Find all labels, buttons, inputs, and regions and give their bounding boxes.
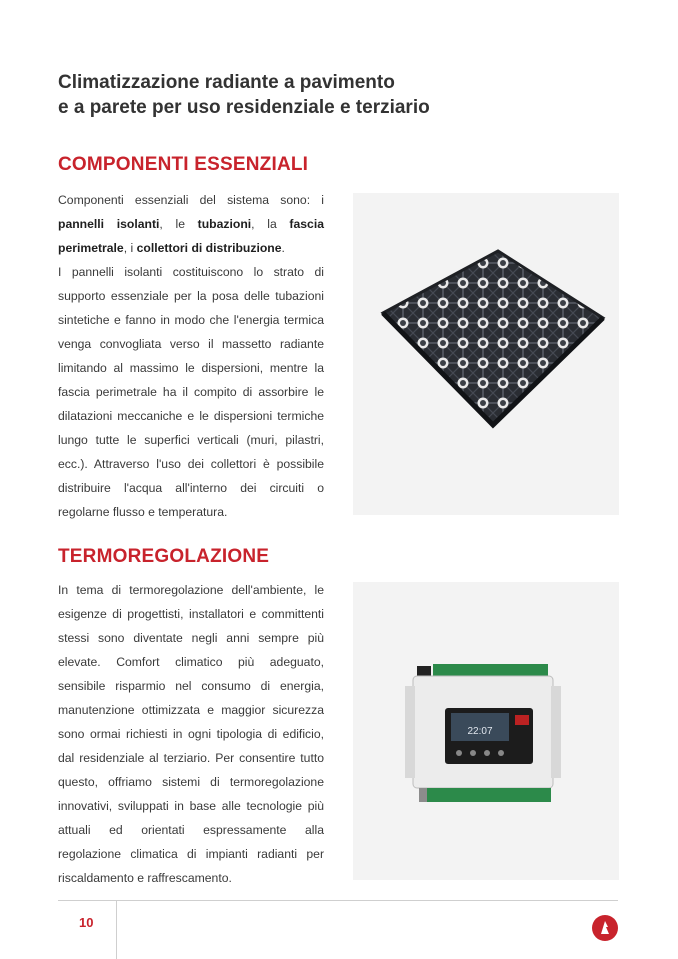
bold-term-fascia: fascia perimetrale bbox=[58, 217, 324, 255]
section-heading-termoregolazione: TERMOREGOLAZIONE bbox=[58, 546, 270, 567]
controller-time-label: 22:07 bbox=[467, 726, 493, 737]
footer-divider bbox=[58, 900, 618, 901]
text-span: , la bbox=[251, 217, 290, 231]
text-span: Componenti essenziali del sistema sono: i bbox=[58, 193, 324, 207]
section-heading-componenti: COMPONENTI ESSENZIALI bbox=[58, 154, 309, 175]
page-title bbox=[58, 70, 518, 120]
bold-term-collettori: collettori di distribuzione bbox=[136, 241, 282, 255]
section-paragraph-termoregolazione: In tema di termoregolazione dell'ambiente, le esigenze di progettisti, installatori e committenti stessi sono diventate negli anni sempre più elevate. Comfort climatico più adeguato, sensibile risparmio nel consumo di energia, manutenzione ottimizzata e maggior sicurezza sono ormai richiesti in ogni tipologia di edificio, dal residenziale al terziario. Per consentire tutto questo, offriamo sistemi di termoregolazione innovativi, sviluppati in base alle tecnologie più attuali ed orientati espressamente alla regolazione climatica di impianti radianti per riscaldamento e raffrescamento. bbox=[58, 583, 324, 885]
page-number: 10 bbox=[79, 915, 94, 930]
text-span: , le bbox=[159, 217, 198, 231]
insulation-panel-illustration bbox=[353, 193, 619, 515]
bold-term-tubazioni: tubazioni bbox=[197, 217, 252, 231]
thermostat-controller-image bbox=[353, 582, 619, 880]
bold-term-pannelli: pannelli isolanti bbox=[58, 217, 160, 231]
text-span: , i bbox=[123, 241, 137, 255]
insulation-panel-image bbox=[353, 193, 619, 515]
footer-vertical-divider bbox=[116, 900, 117, 959]
controller-illustration bbox=[353, 582, 619, 880]
page-title-line-1: Climatizzazione radiante a pavimento bbox=[58, 72, 395, 93]
section-paragraph-componenti bbox=[58, 188, 324, 524]
text-span: . bbox=[281, 241, 285, 255]
page-title-line-2: e a parete per uso residenziale e terziario bbox=[58, 97, 430, 118]
text-span: I pannelli isolanti costituiscono lo strato di supporto essenziale per la posa delle tubazioni sintetiche e fanno in modo che l'energia termica venga convogliata verso il massetto radiante limitando al massimo le dispersioni, mentre la fascia perimetrale ha il compito di assorbire le dilatazioni meccaniche e le dispersioni termiche lungo tutte le superfici verticali (muri, pilastri, ecc.). Attraverso l'uso dei collettori è possibile distribuire l'acqua all'interno dei circuiti o regolarne flusso e temperatura. bbox=[58, 265, 324, 519]
brand-logo-icon bbox=[591, 914, 619, 942]
